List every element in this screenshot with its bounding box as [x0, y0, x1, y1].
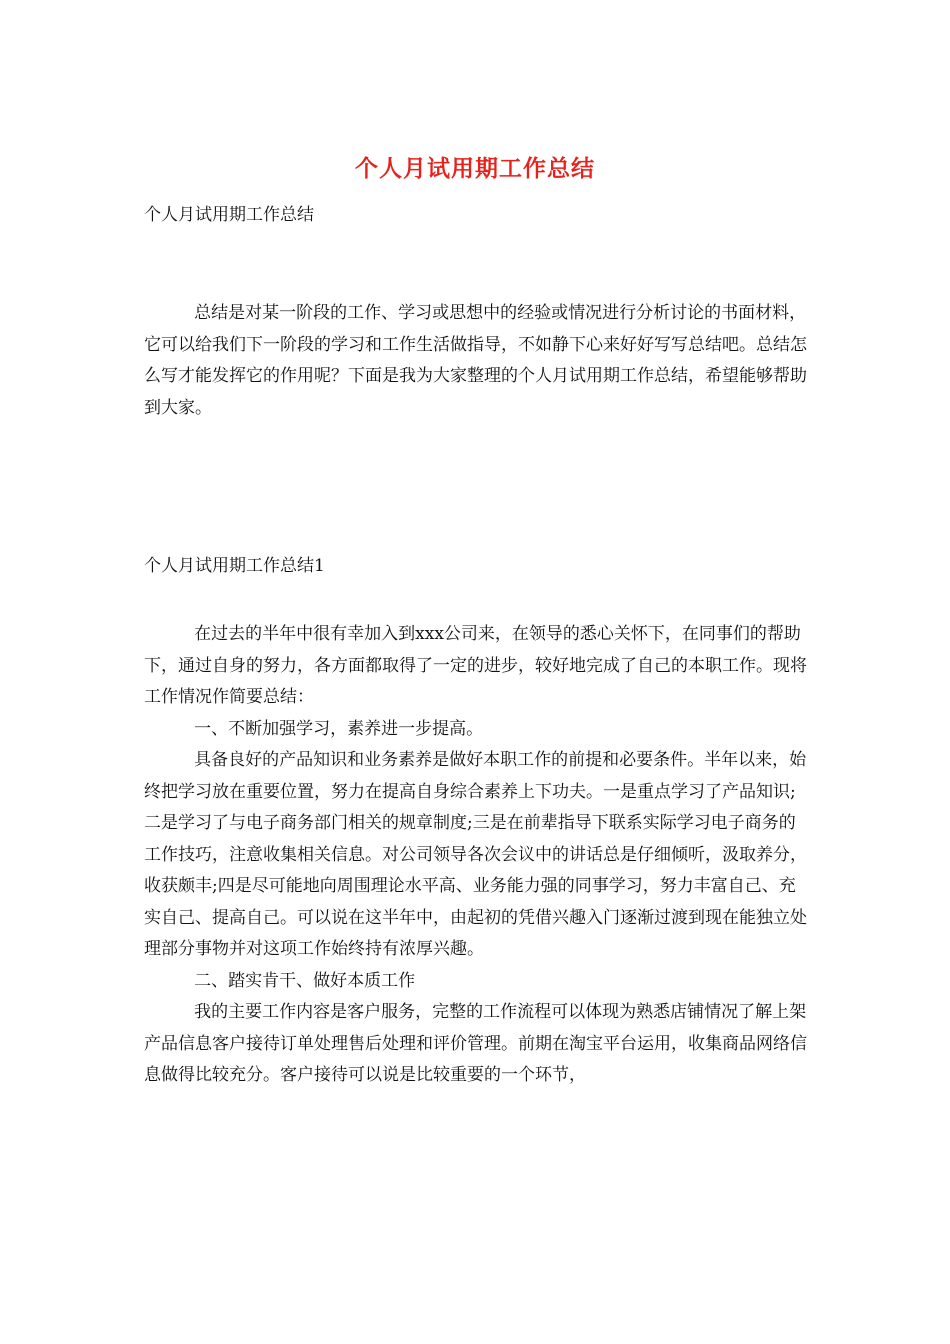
section-point-heading: 一、不断加强学习，素养进一步提高。	[194, 718, 484, 739]
document-title: 个人月试用期工作总结	[355, 155, 595, 182]
document-subtitle: 个人月试用期工作总结	[144, 205, 314, 225]
body-paragraph: 我的主要工作内容是客户服务，完整的工作流程可以体现为熟悉店铺情况了解上架产品信息客户接待订单处理售后处理和评价管理。前期在淘宝平台运用，收集商品网络信息做得比较充分。客户接待可以说是比较重要的一个环节，	[144, 1002, 807, 1085]
body-text	[144, 619, 812, 1092]
body-paragraph: 在过去的半年中很有幸加入到xxx公司来，在领导的悉心关怀下，在同事们的帮助下，通过自身的努力，各方面都取得了一定的进步，较好地完成了自己的本职工作。现将工作情况作简要总结：	[144, 624, 807, 707]
body-paragraph: 具备良好的产品知识和业务素养是做好本职工作的前提和必要条件。半年以来，始终把学习放在重要位置，努力在提高自身综合素养上下功夫。一是重点学习了产品知识;二是学习了与电子商务部门相关的规章制度;三是在前辈指导下联系实际学习电子商务的工作技巧，注意收集相关信息。对公司领导各次会议中的讲话总是仔细倾听，汲取养分，收获颇丰;四是尽可能地向周围理论水平高、业务能力强的同事学习，努力丰富自己、充实自己、提高自己。可以说在这半年中，由起初的凭借兴趣入门逐渐过渡到现在能独立处理部分事物并对这项工作始终持有浓厚兴趣。	[144, 750, 807, 959]
section-point-heading: 二、踏实肯干、做好本质工作	[194, 970, 416, 991]
section-heading: 个人月试用期工作总结1	[144, 556, 325, 576]
intro-paragraph: 总结是对某一阶段的工作、学习或思想中的经验或情况进行分析讨论的书面材料，它可以给我们下一阶段的学习和工作生活做指导，不如静下心来好好写写总结吧。总结怎么写才能发挥它的作用呢？下面是我为大家整理的个人月试用期工作总结，希望能够帮助到大家。	[144, 303, 807, 418]
